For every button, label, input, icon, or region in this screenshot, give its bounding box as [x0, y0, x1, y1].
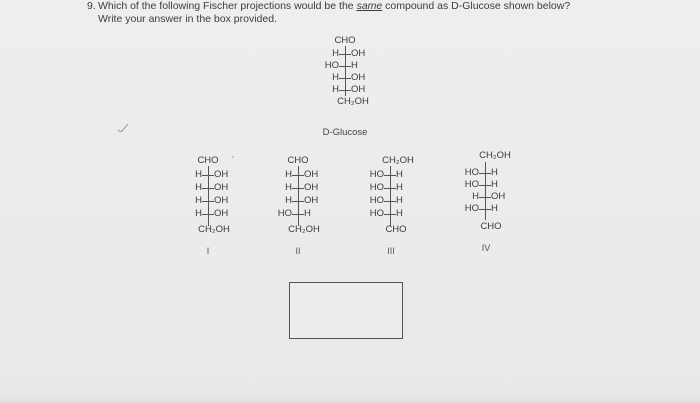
fischer-row-3: H OH — [472, 191, 506, 202]
question-line-2: Write your answer in the box provided. — [98, 13, 277, 25]
fischer-row-1: H OH — [285, 169, 319, 180]
fischer-top: CHO — [334, 35, 356, 46]
fischer-row-2: H OH — [285, 182, 319, 193]
option-numeral-iv: IV — [481, 243, 491, 253]
question-line-1: Which of the following Fischer projections would be the same compound as D-Glucose shown below? — [98, 0, 571, 12]
option-numeral-iii: III — [387, 246, 395, 256]
fischer-top: CH₂OH — [479, 150, 511, 161]
fischer-option-i — [168, 155, 248, 235]
fischer-row-4: H OH — [332, 84, 366, 95]
fischer-row-2: HO H — [369, 182, 403, 193]
fischer-row-1: H OH — [195, 169, 229, 180]
option-numeral-i: I — [206, 246, 210, 256]
option-numeral-ii: II — [295, 246, 301, 256]
fischer-option-ii — [258, 155, 338, 235]
fischer-option-iii — [350, 155, 430, 235]
fischer-row-4: HO H — [464, 203, 498, 214]
fischer-top: CHO — [287, 155, 309, 166]
fischer-row-3: HO H — [369, 195, 403, 206]
stray-mark — [232, 156, 234, 158]
fischer-row-3: H OH — [332, 72, 366, 83]
question-text — [87, 0, 688, 26]
fischer-bottom: CH₂OH — [198, 224, 230, 235]
fischer-d-glucose — [305, 35, 385, 115]
fischer-top: CH₂OH — [382, 155, 414, 166]
fischer-bottom: CHO — [385, 224, 407, 235]
pen-mark-icon — [118, 124, 128, 132]
fischer-row-2: HO H — [464, 179, 498, 190]
reference-caption: D-Glucose — [322, 127, 368, 138]
fischer-row-1: H OH — [332, 48, 366, 59]
fischer-option-iv — [445, 150, 525, 235]
page-shadow — [0, 395, 700, 403]
fischer-row-1: HO H — [464, 167, 498, 178]
fischer-row-1: HO H — [369, 169, 403, 180]
fischer-row-3: H OH — [285, 195, 319, 206]
fischer-row-2: HO H — [324, 60, 358, 71]
fischer-row-4: H OH — [195, 208, 229, 219]
fischer-bottom: CH₂OH — [337, 96, 369, 107]
fischer-row-2: H OH — [195, 182, 229, 193]
answer-box[interactable] — [289, 282, 403, 339]
fischer-row-3: H OH — [195, 195, 229, 206]
fischer-top: CHO — [197, 155, 219, 166]
emphasis-same: same — [356, 0, 383, 12]
fischer-bottom: CHO — [480, 221, 502, 232]
fischer-bottom: CH₂OH — [288, 224, 320, 235]
question-number: 9. — [87, 0, 96, 12]
fischer-row-4: HO H — [369, 208, 403, 219]
fischer-row-4: HO H — [277, 208, 311, 219]
